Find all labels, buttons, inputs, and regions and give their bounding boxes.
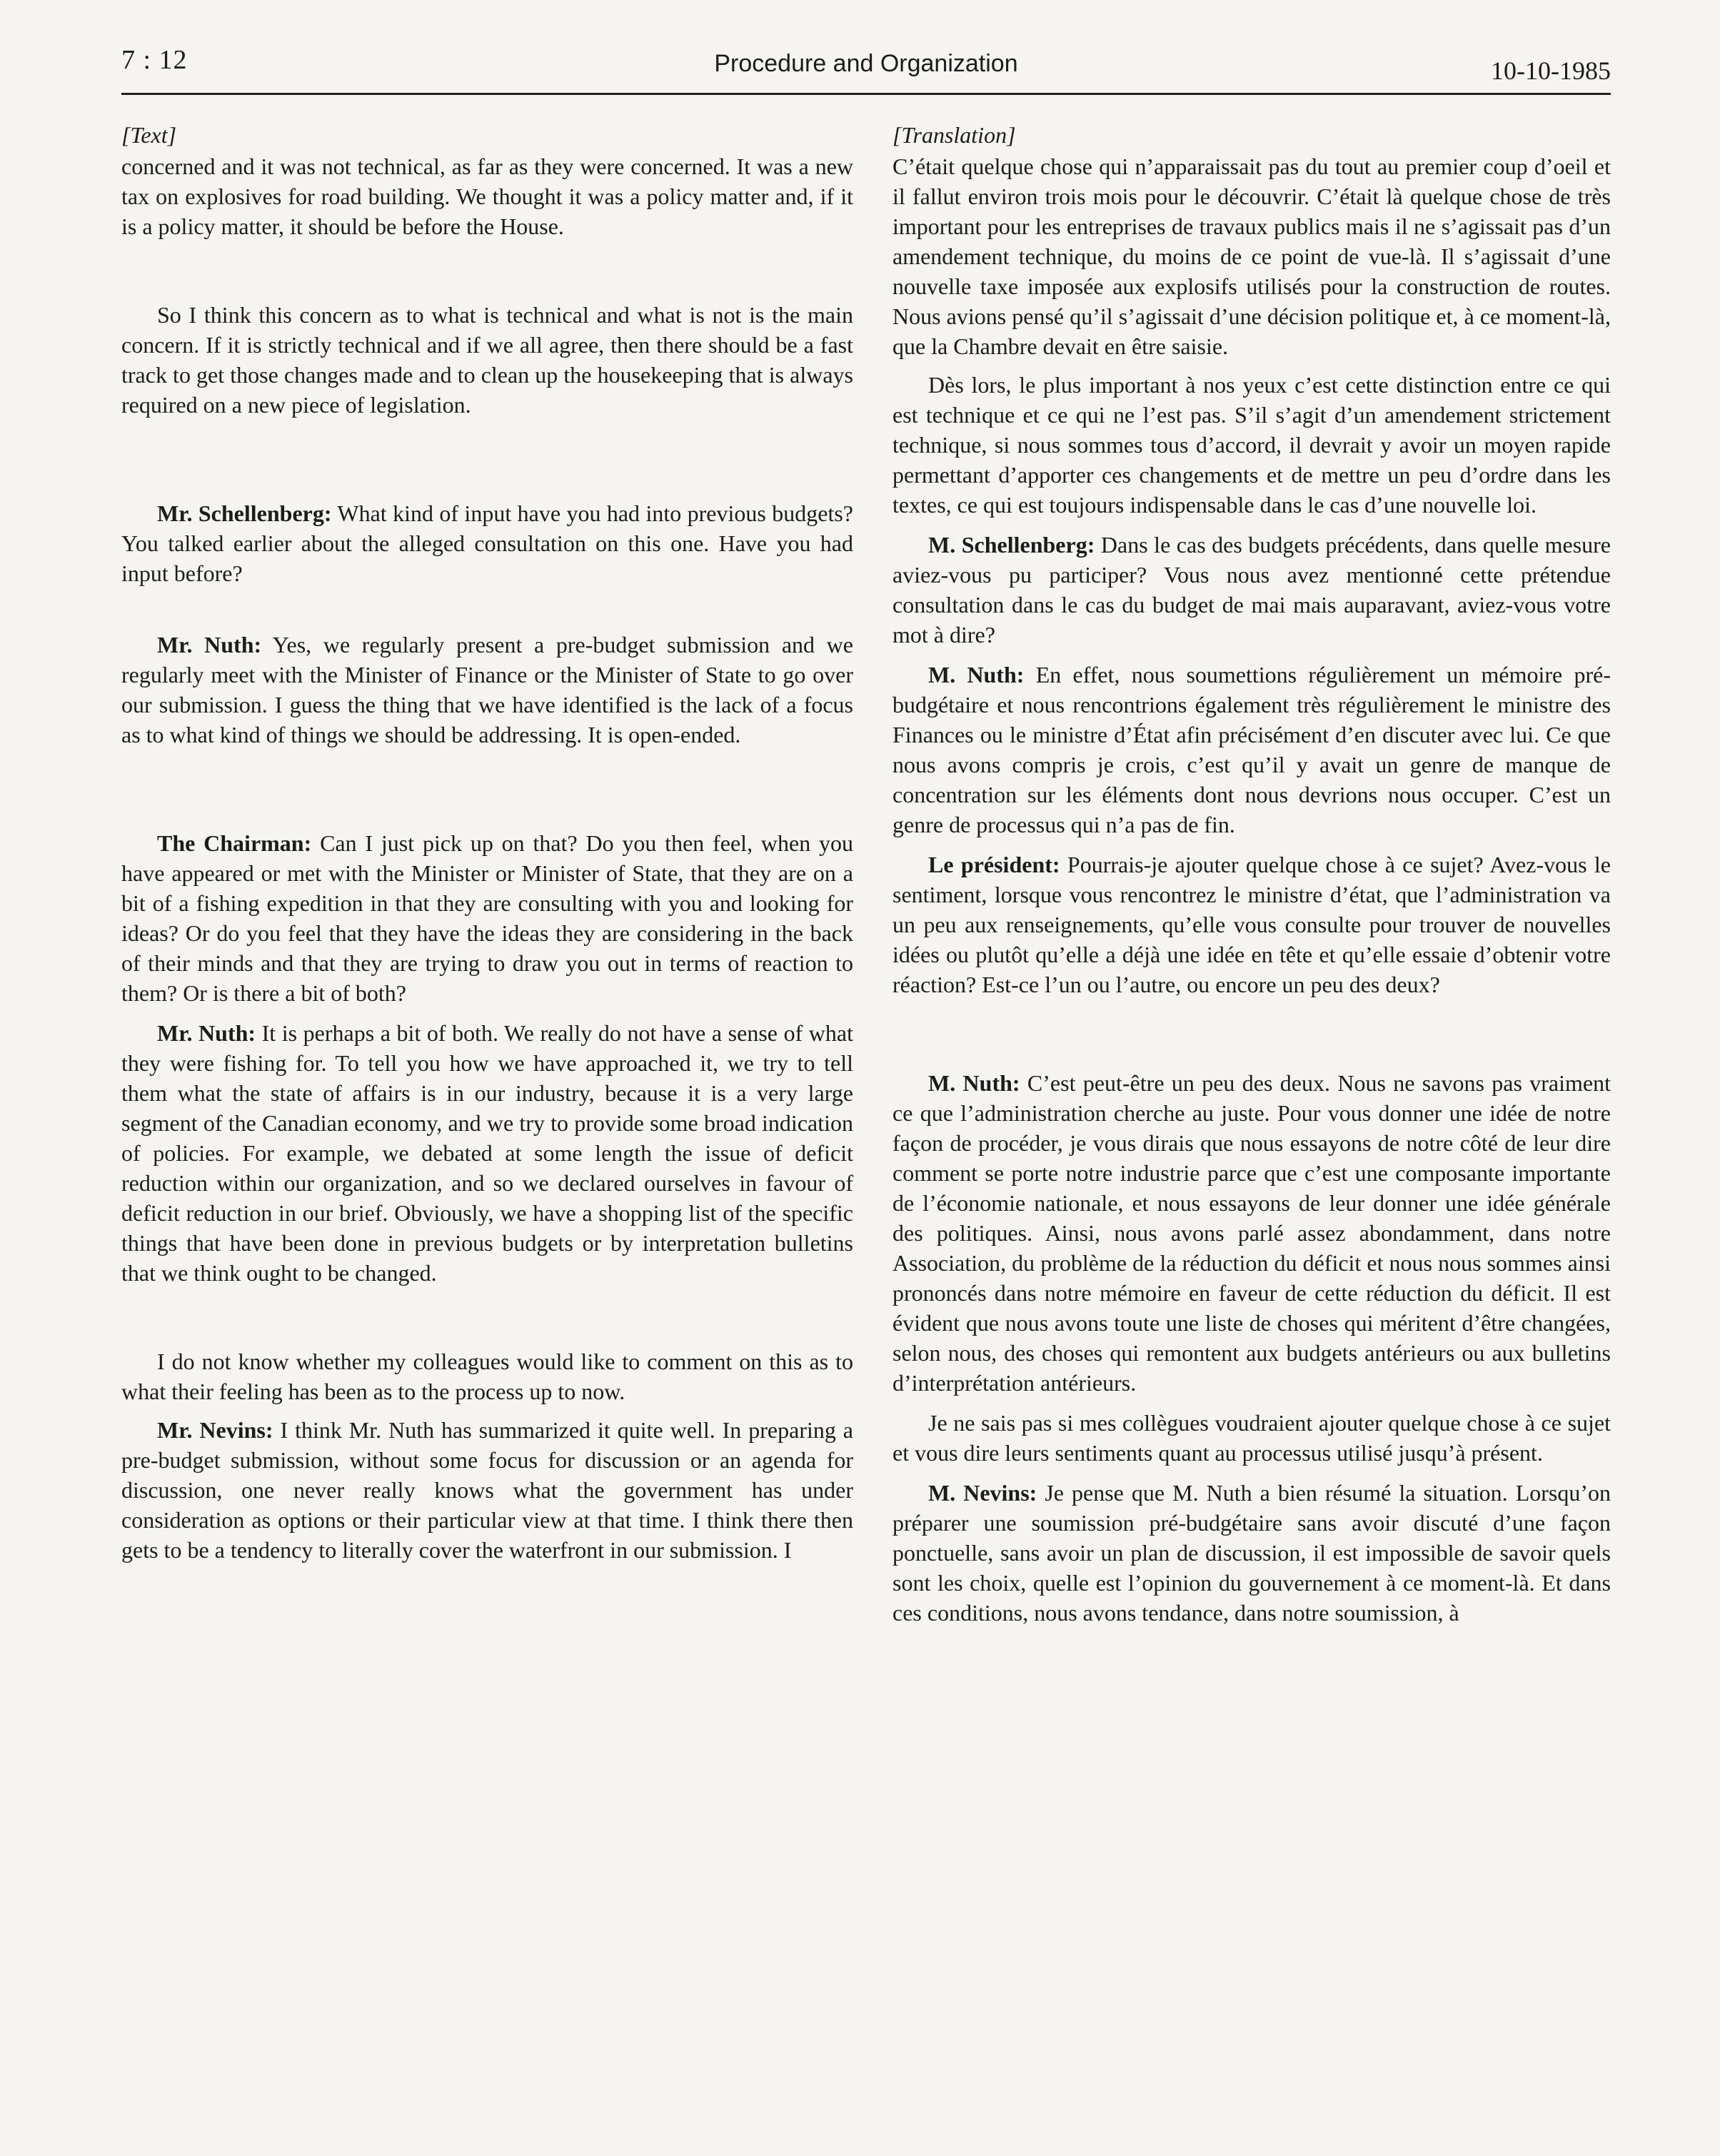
paragraph: Mr. Nuth: It is perhaps a bit of both. We really do not have a sense of what they were fishing for. To tell you how we have approached it, we try to tell them what the state of affairs is in our industry, because it is a very large segment of the Canadian economy, and we try to provide some broad indication of policies. For example, we debated at some length the issue of deficit reduction within our organization, and so we declared ourselves in favour of deficit reduction in our brief. Obviously, we have a shopping list of the specific things that have been done in previous budgets or by interpretation bulletins that we think ought to be changed. bbox=[121, 1020, 854, 1286]
paragraph: The Chairman: Can I just pick up on that? Do you then feel, when you have appeared or met with the Minister or Minister of State, that they are on a bit of a fishing expedition in that they are consulting with you and looking for ideas? Or do you feel that they have the ideas they are considering in the back of their minds and that they are trying to draw you out in terms of reaction to them? Or is there a bit of both? bbox=[121, 830, 854, 1006]
text-label: [Text] bbox=[121, 122, 177, 148]
paragraph: C’était quelque chose qui n’apparaissait pas du tout au premier coup d’oeil et il fallut environ trois mois pour le découvrir. C’était là quelque chose de très important pour les entreprises de travaux publics mais il ne s’agissait pas d’un amendement technique, du moins de ce point de vue-là. Il s’agissait d’une nouvelle taxe imposée aux explosifs utilisés pour la construction de routes. Nous avions pensé qu’il s’agissait d’une décision politique et, à ce moment-là, que la Chambre devait en être saisie. bbox=[892, 153, 1611, 359]
speaker-name: Mr. Nuth: bbox=[157, 1020, 256, 1046]
page-number: 7 : 12 bbox=[121, 45, 188, 75]
speaker-name: Mr. Nevins: bbox=[157, 1417, 273, 1443]
speaker-name: Mr. Nuth: bbox=[157, 632, 262, 658]
paragraph: M. Nuth: C’est peut-être un peu des deux. Nous ne savons pas vraiment ce que l’administration cherche au juste. Pour vous donner une idée de notre façon de procéder, je vous dirais que nous essayons de notre côté de leur dire comment se porte notre industrie parce que c’est une composante importante de l’économie nationale, et nous essayons de leur donner une idée générale des politiques. Ainsi, nous avons parlé assez abondamment, dans notre Association, du problème de la réduction du déficit et nous nous sommes ainsi prononcés dans notre mémoire en faveur de cette réduction du déficit. Il est évident que nous avons toute une liste de choses qui méritent d’être changées, selon nous, des choses qui remontent aux budgets antérieurs ou aux bulletins d’interprétation antérieurs. bbox=[892, 1070, 1611, 1396]
paragraph: M. Nuth: En effet, nous soumettions régulièrement un mémoire pré-budgétaire et nous rencontrions également très régulièrement le ministre des Finances ou le ministre d’État afin précisément d’en discuter avec lui. Ce que nous avons compris je crois, c’est qu’il y avait un genre de manque de concentration sur les éléments dont nous devrions nous occuper. C’est un genre de processus qui n’a pas de fin. bbox=[892, 662, 1611, 837]
paragraph: Je ne sais pas si mes collègues voudraient ajouter quelque chose à ce sujet et vous dire leurs sentiments quant au processus utilisé jusqu’à présent. bbox=[892, 1410, 1611, 1466]
speaker-name: The Chairman: bbox=[157, 830, 312, 856]
paragraph: So I think this concern as to what is technical and what is not is the main concern. If it is strictly technical and if we all agree, then there should be a fast track to get those changes made and to clean up the housekeeping that is always required on a new piece of legislation. bbox=[121, 302, 853, 418]
paragraph: Mr. Nevins: I think Mr. Nuth has summarized it quite well. In preparing a pre-budget submission, without some focus for discussion or an agenda for discussion, one never really knows what the government has under consideration as options or their particular view at that time. I think there then gets to be a tendency to literally cover the waterfront in our submission. I bbox=[121, 1417, 854, 1563]
page-header bbox=[121, 40, 1611, 90]
speaker-name: M. Nuth: bbox=[928, 1070, 1020, 1096]
paragraph: Mr. Schellenberg: What kind of input have you had into previous budgets? You talked earlier about the alleged consultation on this one. Have you had input before? bbox=[121, 500, 854, 586]
header-rule bbox=[121, 93, 1611, 95]
paragraph: Dès lors, le plus important à nos yeux c’est cette distinction entre ce qui est technique et ce qui ne l’est pas. S’il s’agit d’un amendement strictement technique, si nous sommes tous d’accord, il devrait y avoir un moyen rapide permettant d’apporter ces changements et de mettre un peu d’ordre dans les textes, ce qui est toujours indispensable dans le cas d’une nouvelle loi. bbox=[892, 372, 1611, 518]
sitting-date: 10-10-1985 bbox=[1491, 56, 1611, 85]
paragraph: I do not know whether my colleagues would like to comment on this as to what their feeling has been as to the process up to now. bbox=[121, 1349, 853, 1404]
french-column bbox=[892, 120, 1611, 1628]
speaker-name: M. Schellenberg: bbox=[928, 532, 1095, 558]
paragraph: M. Nevins: Je pense que M. Nuth a bien résumé la situation. Lorsqu’on préparer une soumission pré-budgétaire sans avoir discuté d’une façon ponctuelle, sans avoir un plan de discussion, il est impossible de savoir quels sont les choix, quelle est l’opinion du gouvernement à ce moment-là. Et dans ces conditions, nous avons tendance, dans notre soumission, à bbox=[892, 1480, 1611, 1626]
running-title: Procedure and Organization bbox=[714, 50, 1018, 77]
paragraph: Le président: Pourrais-je ajouter quelque chose à ce sujet? Avez-vous le sentiment, lorsque vous rencontrez le ministre d’état, que l’administration va un peu aux renseignements, qu’elle vous consulte pour trouver de nouvelles idées ou plutôt qu’elle a déjà une idée en tête et qu’elle essaie d’obtenir votre réaction? Est-ce l’un ou l’autre, ou encore un peu des deux? bbox=[892, 852, 1611, 997]
paragraph: Mr. Nuth: Yes, we regularly present a pre-budget submission and we regularly meet with the Minister of Finance or the Minister of State to go over our submission. I guess the thing that we have identified is the lack of a focus as to what kind of things we should be addressing. It is open-ended. bbox=[121, 632, 853, 747]
paragraph: M. Schellenberg: Dans le cas des budgets précédents, dans quelle mesure aviez-vous pu participer? Vous nous avez mentionné cette prétendue consultation dans le cas du budget de mai mais auparavant, aviez-vous votre mot à dire? bbox=[892, 532, 1611, 648]
english-column bbox=[121, 120, 853, 1565]
translation-label: [Translation] bbox=[892, 122, 1016, 148]
speaker-name: Mr. Schellenberg: bbox=[157, 500, 332, 526]
speaker-name: Le président: bbox=[928, 852, 1060, 877]
speaker-name: M. Nevins: bbox=[928, 1480, 1037, 1506]
speaker-name: M. Nuth: bbox=[928, 662, 1025, 687]
paragraph: concerned and it was not technical, as far as they were concerned. It was a new tax on explosives for road building. We thought it was a policy matter and, if it is a policy matter, it should be before the House. bbox=[121, 153, 853, 239]
